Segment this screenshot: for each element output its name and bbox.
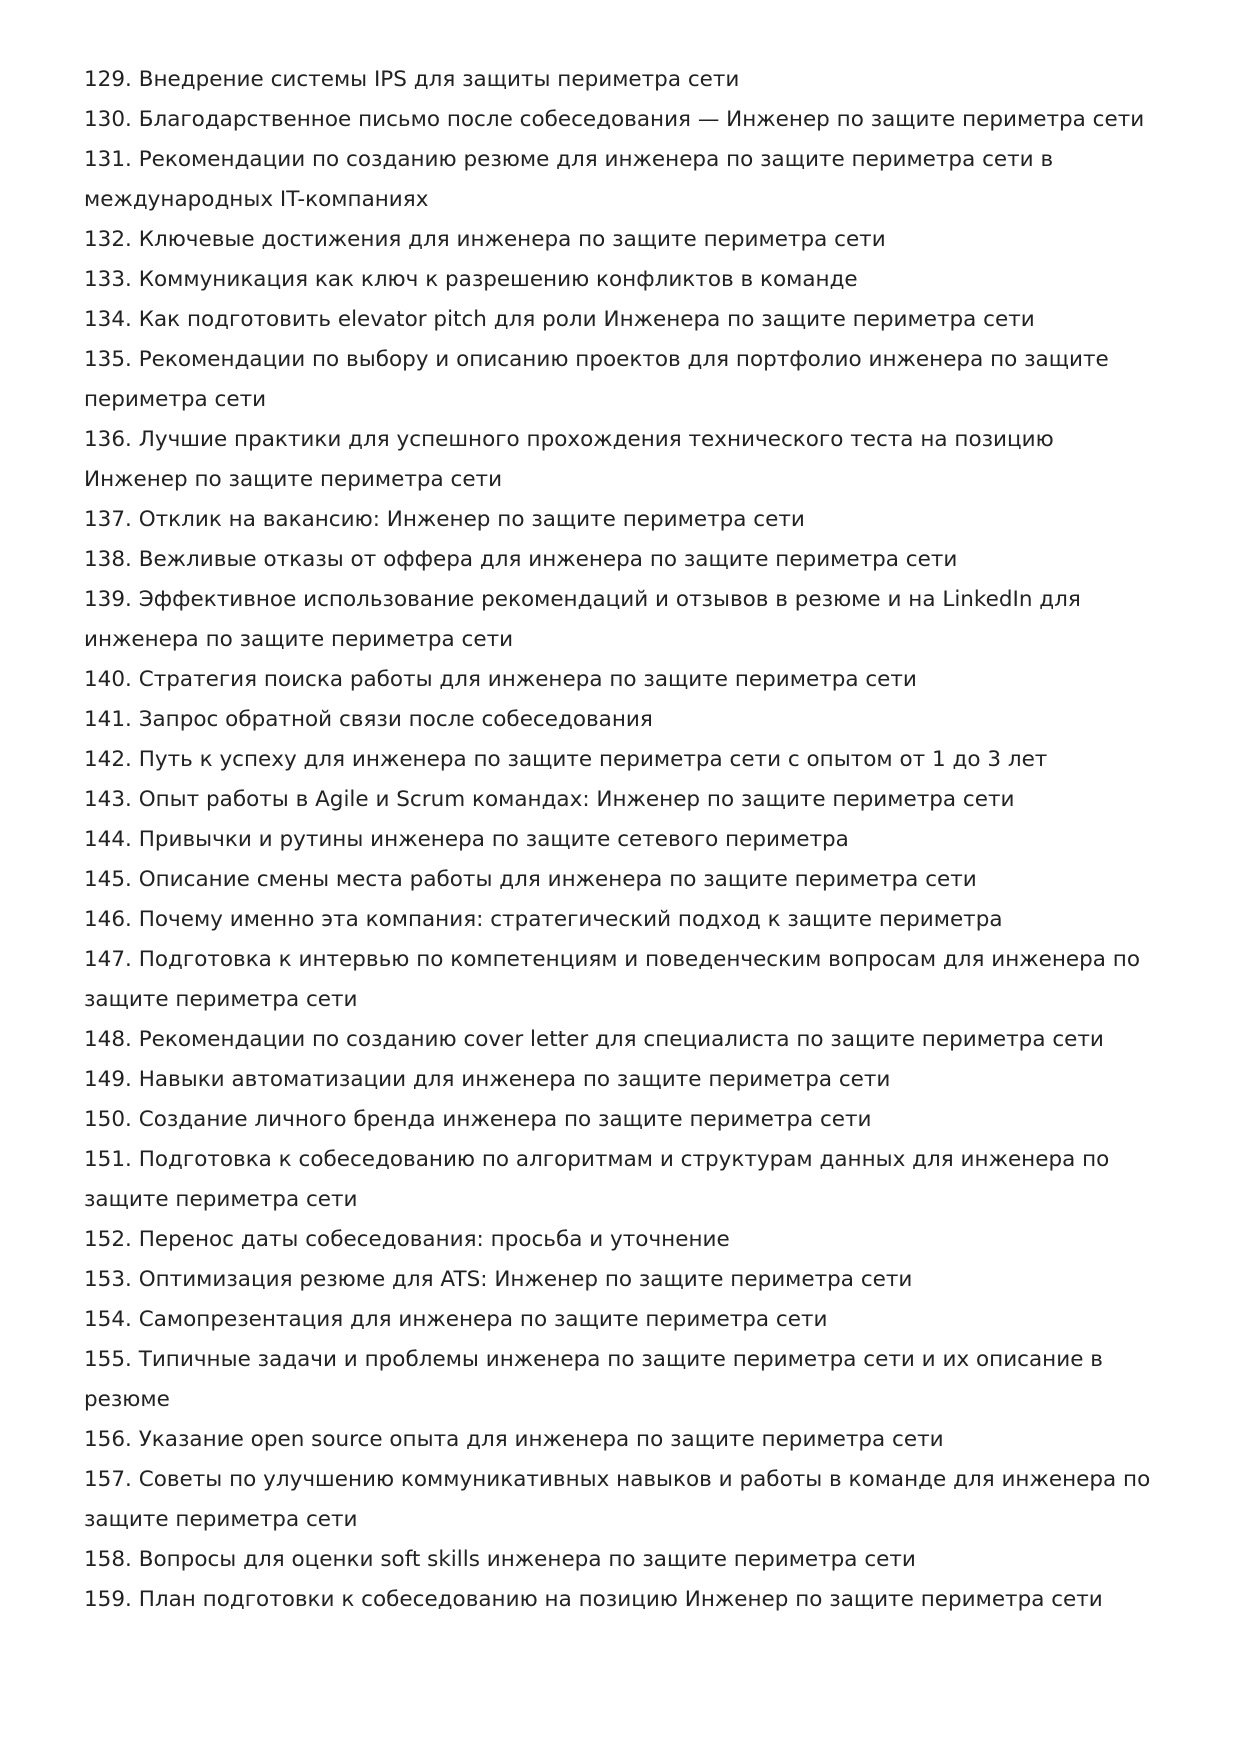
document-list: [84, 60, 1164, 1620]
list-item: 129. Внедрение системы IPS для защиты периметра сети: [84, 67, 740, 92]
list-item: 139. Эффективное использование рекомендаций и отзывов в резюме и на LinkedIn для инженера по защите периметра сети: [84, 587, 1081, 652]
list-item: 137. Отклик на вакансию: Инженер по защите периметра сети: [84, 507, 805, 532]
list-item: 133. Коммуникация как ключ к разрешению конфликтов в команде: [84, 267, 858, 292]
list-item: 140. Стратегия поиска работы для инженера по защите периметра сети: [84, 667, 917, 692]
list-item: 153. Оптимизация резюме для ATS: Инженер по защите периметра сети: [84, 1267, 913, 1292]
list-item: 141. Запрос обратной связи после собеседования: [84, 707, 653, 732]
list-item: 157. Советы по улучшению коммуникативных навыков и работы в команде для инженера по защите периметра сети: [84, 1467, 1151, 1532]
list-item: 146. Почему именно эта компания: стратегический подход к защите периметра: [84, 907, 1003, 932]
list-item: 158. Вопросы для оценки soft skills инженера по защите периметра сети: [84, 1547, 916, 1572]
list-item: 142. Путь к успеху для инженера по защите периметра сети с опытом от 1 до 3 лет: [84, 747, 1048, 772]
list-item: 136. Лучшие практики для успешного прохождения технического теста на позицию Инженер по защите периметра сети: [84, 427, 1054, 492]
list-item: 155. Типичные задачи и проблемы инженера по защите периметра сети и их описание в резюме: [84, 1347, 1103, 1412]
list-item: 148. Рекомендации по созданию cover letter для специалиста по защите периметра сети: [84, 1027, 1104, 1052]
list-item: 145. Описание смены места работы для инженера по защите периметра сети: [84, 867, 977, 892]
list-item: 149. Навыки автоматизации для инженера по защите периметра сети: [84, 1067, 891, 1092]
list-item: 159. План подготовки к собеседованию на позицию Инженер по защите периметра сети: [84, 1587, 1103, 1612]
list-item: 130. Благодарственное письмо после собеседования — Инженер по защите периметра сети: [84, 107, 1145, 132]
list-item: 154. Самопрезентация для инженера по защите периметра сети: [84, 1307, 828, 1332]
list-item: 144. Привычки и рутины инженера по защите сетевого периметра: [84, 827, 849, 852]
list-item: 156. Указание open source опыта для инженера по защите периметра сети: [84, 1427, 944, 1452]
list-item: 150. Создание личного бренда инженера по защите периметра сети: [84, 1107, 872, 1132]
list-item: 151. Подготовка к собеседованию по алгоритмам и структурам данных для инженера по защите периметра сети: [84, 1147, 1110, 1212]
list-item: 143. Опыт работы в Agile и Scrum командах: Инженер по защите периметра сети: [84, 787, 1015, 812]
list-item: 138. Вежливые отказы от оффера для инженера по защите периметра сети: [84, 547, 958, 572]
list-item: 131. Рекомендации по созданию резюме для инженера по защите периметра сети в международных IT-компаниях: [84, 147, 1054, 212]
list-item: 147. Подготовка к интервью по компетенциям и поведенческим вопросам для инженера по защите периметра сети: [84, 947, 1141, 1012]
list-item: 152. Перенос даты собеседования: просьба и уточнение: [84, 1227, 730, 1252]
list-item: 134. Как подготовить elevator pitch для роли Инженера по защите периметра сети: [84, 307, 1035, 332]
list-item: 132. Ключевые достижения для инженера по защите периметра сети: [84, 227, 886, 252]
list-item: 135. Рекомендации по выбору и описанию проектов для портфолио инженера по защите периметра сети: [84, 347, 1109, 412]
